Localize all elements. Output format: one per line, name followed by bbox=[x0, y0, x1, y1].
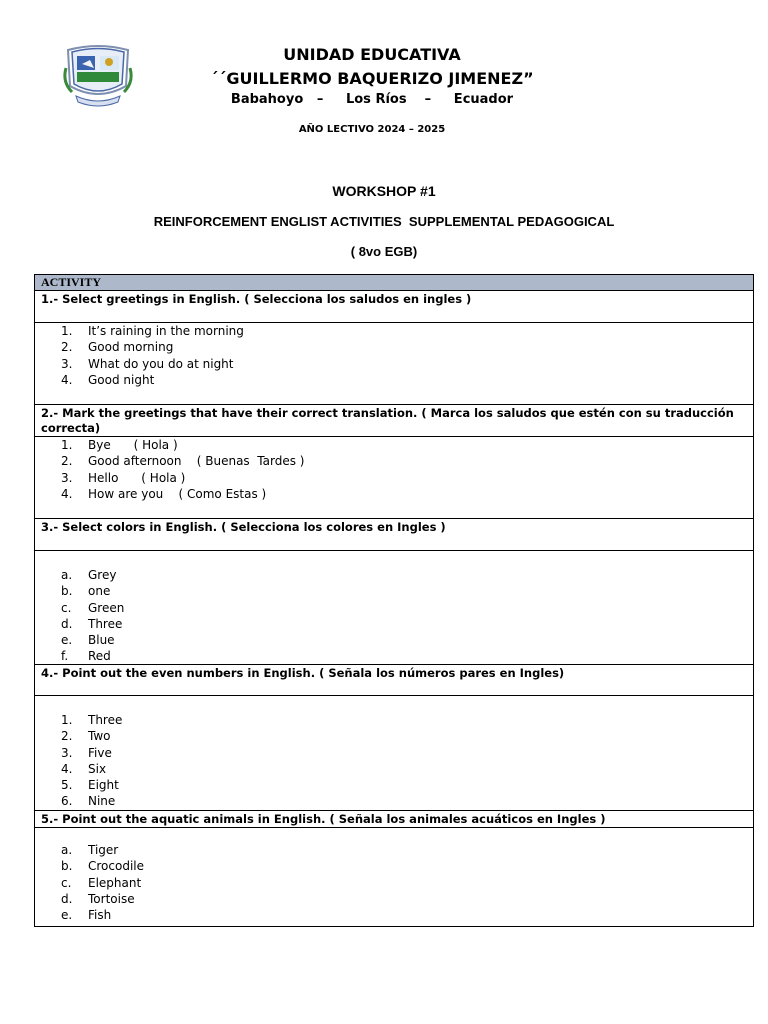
school-crest-logo bbox=[60, 42, 136, 112]
question-5-options: a. Tiger b. Crocodile c. Elephant d. Tortoise e. Fish bbox=[61, 843, 144, 923]
school-location: Babahoyo – Los Ríos – Ecuador bbox=[230, 92, 514, 107]
question-3-options: a. Grey b. one c. Green d. Three e. Blue f. Red bbox=[35, 551, 753, 665]
question-2-prompt: 2.- Mark the greetings that have their correct translation. ( Marca los saludos que estén con su traducción correcta) bbox=[35, 405, 753, 437]
question-3-prompt: 3.- Select colors in English. ( Selecciona los colores en Ingles ) bbox=[35, 519, 753, 551]
question-4-prompt: 4.- Point out the even numbers in English. ( Señala los números pares en Ingles) bbox=[35, 665, 753, 696]
grade-label: ( 8vo EGB) bbox=[350, 244, 418, 259]
question-5-prompt: 5.- Point out the aquatic animals in English. ( Señala los animales acuáticos en Ingles ) bbox=[35, 811, 753, 828]
school-name-line2: ´´GUILLERMO BAQUERIZO JIMENEZ” bbox=[210, 69, 534, 88]
activity-header: ACTIVITY bbox=[35, 275, 753, 291]
school-year: AÑO LECTIVO 2024 – 2025 bbox=[298, 124, 446, 135]
question-2-options: 1. Bye ( Hola ) 2. Good afternoon ( Buenas Tardes ) 3. Hello ( Hola ) 4. How are you ( Como Estas ) bbox=[35, 437, 753, 519]
question-1-prompt: 1.- Select greetings in English. ( Selecciona los saludos en ingles ) bbox=[35, 291, 753, 323]
question-1-options: 1. It’s raining in the morning 2. Good morning 3. What do you do at night 4. Good night bbox=[35, 323, 753, 405]
workshop-subtitle: REINFORCEMENT ENGLIST ACTIVITIES SUPPLEMENTAL PEDAGOGICAL bbox=[153, 214, 615, 229]
workshop-title: WORKSHOP #1 bbox=[332, 183, 436, 199]
question-4-options: 1. Three 2. Two 3. Five 4. Six 5. Eight 6. Nine bbox=[35, 696, 753, 811]
school-name-line1: UNIDAD EDUCATIVA bbox=[283, 45, 461, 64]
activity-table bbox=[34, 274, 754, 927]
